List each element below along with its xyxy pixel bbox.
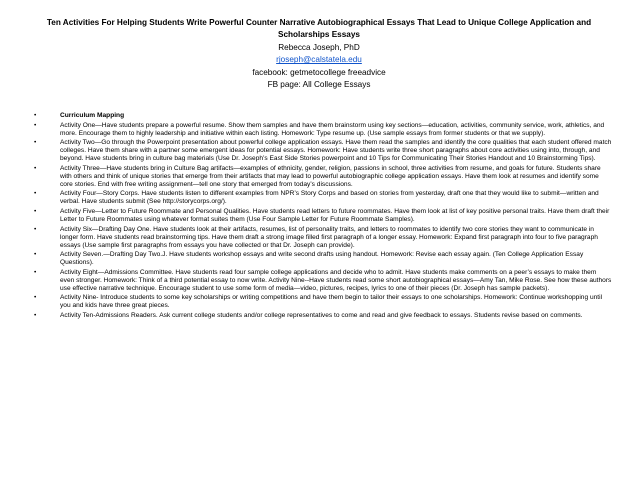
document-header: [40, 17, 598, 91]
list-item: [34, 251, 612, 267]
list-item-text: Curriculum Mapping: [60, 112, 125, 119]
list-item-text: Activity Ten-Admissions Readers. Ask current college students and/or college representatives to come and read and give feedback to essays. Students revise based on comments.: [60, 311, 583, 319]
list-item: [34, 112, 612, 120]
list-item: [34, 226, 612, 250]
list-item: [34, 312, 612, 320]
list-item-text: Activity Seven.—Drafting Day Two.J. Have students workshop essays and write second drafts using handout. Homework: Revise each essay again. (Ten College Application Essay Questions).: [60, 251, 584, 267]
list-item-text: Activity Four—Story Corps. Have students listen to different examples from NPR’s Story Corps and based on stories from yesterday, draft one that they would like to submit—written and verbal. Have students submit (See http://storycorps.org/).: [60, 190, 599, 206]
bullet-icon: •: [34, 112, 37, 119]
bullet-icon: •: [34, 268, 37, 276]
bullet-icon: •: [34, 294, 37, 302]
bullet-icon: •: [34, 225, 37, 233]
list-item-text: Activity Three—Have students bring in Culture Bag artifacts—examples of ethnicity, gender, religion, passions in school, three activities from resume, and goals for future. Students share with others and think of unique stories that emerge from their artifacts that may lead to powerful autobiographic college application essays. Have them look at resumes and identify some core stories. End with free writing assignment—tell one story that emerged from today’s discussions.: [60, 164, 601, 188]
list-item-text: Activity One—Have students prepare a powerful resume. Show them samples and have them brainstorm using key sections—education, activities, community service, work, athletics, and more. Encourage them to highly leadership and initiative within each listing. Homework: Type resume up. (Use sample essays from former students or that we supply).: [60, 121, 605, 137]
bullet-icon: •: [34, 164, 37, 172]
list-item: [34, 190, 612, 206]
list-item: [34, 165, 612, 189]
list-item-text: Activity Eight—Admissions Committee. Have students read four sample college applications and decide who to admit. Have students make comments on a peer’s essays to make them even stronger. Homework: Think of a third potential essay to now write. Activity Nine--Have students read some short autobiographical essays—Amy Tan, Mike Rose. See how these authors use effective narrative technique. Encourage student to use some form of media—video, pictures, recipes, lyrics to one of their pieces (Dr. Joseph has sample packets).: [60, 268, 612, 292]
list-item-text: Activity Five—Letter to Future Roommate and Personal Qualities. Have students read letters to future roommates. Have them look at list of key positive personal traits. Have them draft their Letter to Future Roommates using whatever format suites them (Use Four Sample Letter for Future Roommate Samples).: [60, 207, 610, 223]
list-item: [34, 208, 612, 224]
fb-page-line: FB page: All College Essays: [267, 80, 371, 90]
facebook-line: facebook: getmetocollege freeadvice: [252, 67, 386, 77]
list-item-text: Activity Six—Drafting Day One. Have students look at their artifacts, resumes, list of personality traits, and letters to roommates to identify two core stories they want to communicate in longer form. Have students read brainstorming tips. Have them draft a strong image filled first paragraph of a longer essay. Homework: Expand first paragraph into four to five paragraph essays (Use sample first paragraphs from essays you have collected or that Dr. Joseph can provide).: [60, 225, 598, 249]
document-title: Ten Activities For Helping Students Write Powerful Counter Narrative Autobiographical Essays That Lead to Unique College Application and Scholarships Essays: [46, 18, 592, 40]
list-item: [34, 122, 612, 138]
list-item: [34, 269, 612, 293]
list-item-text: Activity Two—Go through the Powerpoint presentation about powerful college application essays. Have them read the samples and identify the core qualities that each student offered match colleges. Have them share with a partner some emergent ideas for potential essays. Homework: Have students write three short paragraphs about core activities using into, through, and beyond. Have students bring in culture bag materials (Use Dr. Joseph’s East Side Stories powerpoint and 10 Tips for Communicating Their Stories Handout and 10 Brainstorming Tips).: [60, 139, 612, 163]
bullet-icon: •: [34, 251, 37, 259]
bullet-icon: •: [34, 139, 37, 147]
list-item: [34, 294, 612, 310]
list-item: [34, 139, 612, 163]
bullet-icon: •: [34, 190, 37, 198]
bullet-icon: •: [34, 311, 37, 319]
activity-list: [34, 112, 612, 322]
bullet-icon: •: [34, 121, 37, 129]
author-name: Rebecca Joseph, PhD: [278, 42, 360, 52]
email-link[interactable]: rjoseph@calstatela.edu: [276, 55, 362, 65]
bullet-icon: •: [34, 207, 37, 215]
list-item-text: Activity Nine- Introduce students to some key scholarships or writing competitions and have them begin to tailor their essays to one scholarships. Homework: Continue workshopping until you and kids have three great pieces.: [60, 294, 603, 310]
